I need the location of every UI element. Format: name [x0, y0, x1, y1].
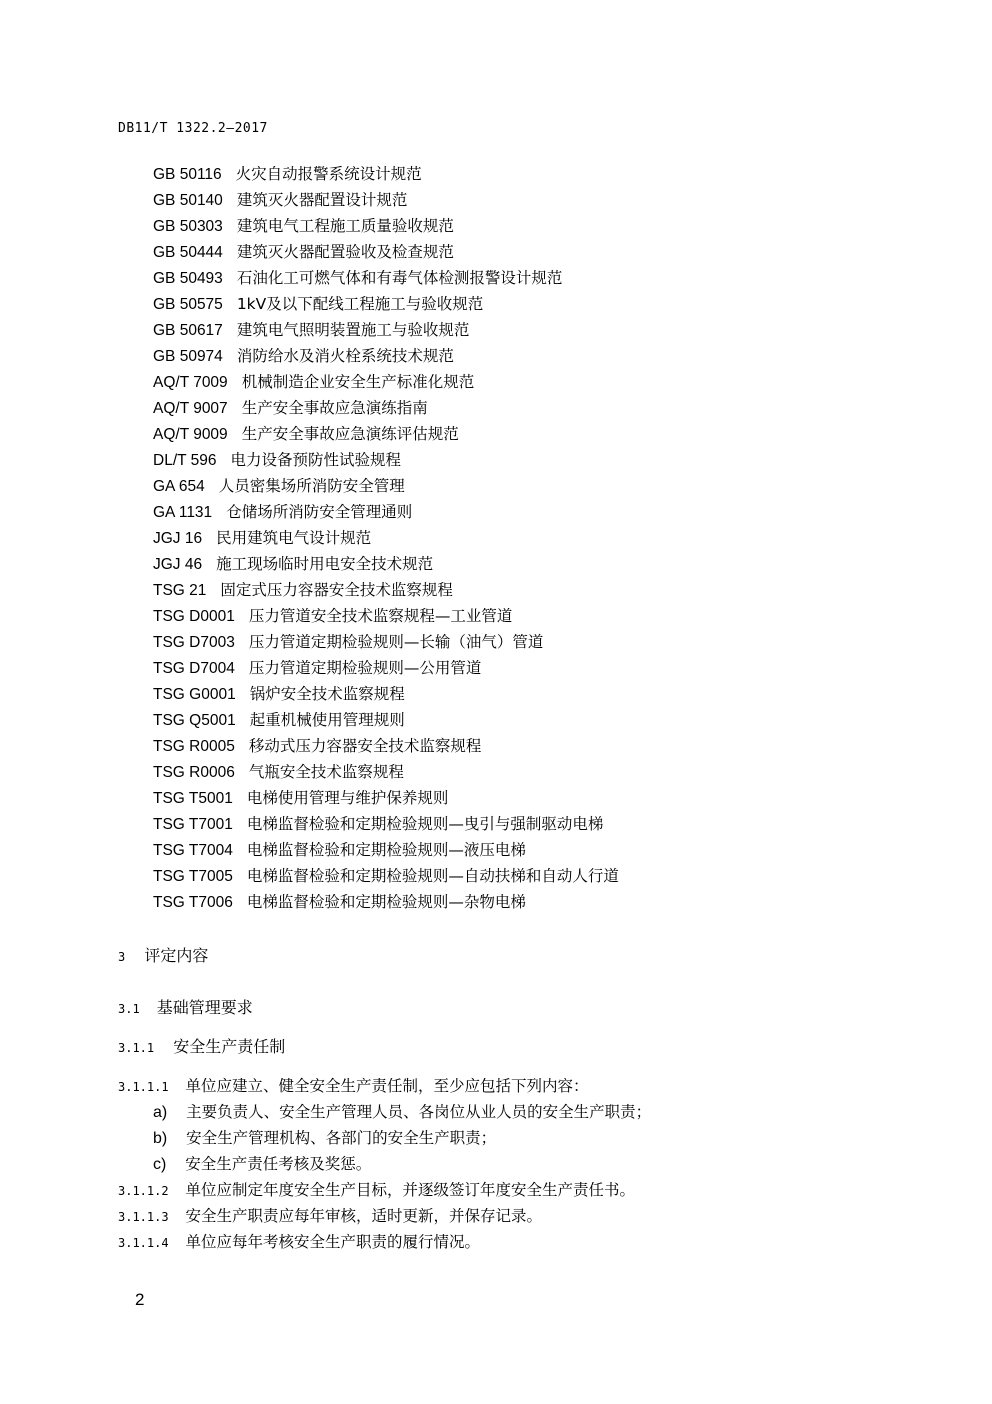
reference-item — [153, 632, 543, 653]
reference-title: 民用建筑电气设计规范 — [216, 529, 372, 547]
reference-code: TSG T5001 — [153, 790, 233, 807]
clause-3-1-1-1 — [118, 1074, 589, 1096]
reference-item — [153, 502, 412, 523]
reference-title: 建筑灭火器配置设计规范 — [236, 191, 408, 209]
reference-item — [153, 814, 603, 835]
reference-code: GB 50493 — [153, 270, 223, 287]
reference-code: JGJ 16 — [153, 530, 203, 547]
reference-title: 建筑电气工程施工质量验收规范 — [236, 217, 454, 235]
reference-item — [153, 580, 453, 601]
reference-item — [153, 658, 481, 679]
clause-number: 3.1.1.2 — [118, 1184, 169, 1198]
reference-title: 压力管道定期检验规则—长输（油气）管道 — [248, 633, 544, 651]
reference-item — [153, 372, 474, 393]
item-text: 安全生产管理机构、各部门的安全生产职责； — [186, 1129, 497, 1147]
reference-title: 电梯监督检验和定期检验规则—杂物电梯 — [246, 893, 526, 911]
reference-title: 仓储场所消防安全管理通则 — [226, 503, 413, 521]
reference-code: TSG D0001 — [153, 608, 235, 625]
reference-code: JGJ 46 — [153, 556, 203, 573]
reference-code: TSG 21 — [153, 582, 207, 599]
clause-text: 单位应制定年度安全生产目标，并逐级签订年度安全生产责任书。 — [185, 1181, 636, 1199]
reference-code: AQ/T 9009 — [153, 426, 228, 443]
reference-title: 建筑灭火器配置验收及检查规范 — [236, 243, 454, 261]
reference-item — [153, 788, 448, 809]
reference-item — [153, 424, 459, 445]
reference-item — [153, 216, 454, 237]
reference-item — [153, 710, 405, 731]
reference-item — [153, 398, 428, 419]
section-number: 3.1 — [118, 1002, 140, 1016]
section-title: 基础管理要求 — [156, 998, 253, 1017]
reference-title: 建筑电气照明装置施工与验收规范 — [236, 321, 470, 339]
item-text: 主要负责人、安全生产管理人员、各岗位从业人员的安全生产职责； — [186, 1103, 652, 1121]
reference-title: 消防给水及消火栓系统技术规范 — [236, 347, 454, 365]
reference-title: 施工现场临时用电安全技术规范 — [216, 555, 434, 573]
reference-code: TSG D7003 — [153, 634, 235, 651]
reference-code: GB 50116 — [153, 166, 222, 183]
reference-code: TSG T7001 — [153, 816, 233, 833]
reference-title: 起重机械使用管理规则 — [249, 711, 405, 729]
clause-3-1-1-2 — [118, 1178, 635, 1200]
reference-item — [153, 684, 405, 705]
reference-title: 压力管道安全技术监察规程—工业管道 — [248, 607, 513, 625]
reference-item — [153, 866, 619, 887]
reference-title: 移动式压力容器安全技术监察规程 — [248, 737, 482, 755]
list-item — [153, 1126, 496, 1148]
reference-title: 火灾自动报警系统设计规范 — [235, 165, 422, 183]
section-3-1-heading — [118, 995, 253, 1018]
clause-text: 单位应建立、健全安全生产责任制，至少应包括下列内容： — [185, 1077, 589, 1095]
item-label: a) — [153, 1104, 168, 1121]
reference-code: AQ/T 7009 — [153, 374, 228, 391]
list-item — [153, 1100, 651, 1122]
reference-item — [153, 892, 526, 913]
reference-item — [153, 528, 371, 549]
reference-code: TSG T7004 — [153, 842, 233, 859]
section-number: 3.1.1 — [118, 1041, 155, 1055]
reference-title: 电梯监督检验和定期检验规则—自动扶梯和自动人行道 — [246, 867, 619, 885]
list-item — [153, 1152, 371, 1174]
item-label: b) — [153, 1130, 168, 1147]
reference-code: GB 50303 — [153, 218, 223, 235]
reference-title: 锅炉安全技术监察规程 — [249, 685, 405, 703]
reference-title: 机械制造企业安全生产标准化规范 — [241, 373, 475, 391]
reference-code: TSG Q5001 — [153, 712, 236, 729]
reference-code: GA 1131 — [153, 504, 213, 521]
reference-code: TSG D7004 — [153, 660, 235, 677]
reference-title: 生产安全事故应急演练指南 — [241, 399, 428, 417]
reference-item — [153, 736, 481, 757]
reference-code: GB 50140 — [153, 192, 223, 209]
reference-code: GB 50575 — [153, 296, 223, 313]
section-title: 安全生产责任制 — [173, 1037, 286, 1056]
reference-code: TSG R0005 — [153, 738, 235, 755]
section-3-heading — [118, 943, 208, 966]
section-title: 评定内容 — [144, 946, 209, 965]
reference-code: GB 50617 — [153, 322, 223, 339]
clause-number: 3.1.1.4 — [118, 1236, 169, 1250]
reference-title: 固定式压力容器安全技术监察规程 — [220, 581, 453, 599]
reference-title: 电梯监督检验和定期检验规则—曳引与强制驱动电梯 — [246, 815, 604, 833]
reference-code: TSG R0006 — [153, 764, 235, 781]
reference-item — [153, 164, 422, 185]
clause-text: 安全生产职责应每年审核，适时更新，并保存记录。 — [185, 1207, 543, 1225]
section-3-1-1-heading — [118, 1034, 285, 1057]
item-label: c) — [153, 1156, 167, 1173]
reference-item — [153, 606, 512, 627]
reference-item — [153, 476, 405, 497]
reference-code: TSG T7006 — [153, 894, 233, 911]
reference-title: 电力设备预防性试验规程 — [230, 451, 401, 469]
clause-number: 3.1.1.3 — [118, 1210, 169, 1224]
reference-code: TSG T7005 — [153, 868, 233, 885]
reference-item — [153, 190, 407, 211]
page-number: 2 — [135, 1290, 145, 1309]
clause-3-1-1-3 — [118, 1204, 542, 1226]
reference-item — [153, 242, 454, 263]
item-text: 安全生产责任考核及奖惩。 — [185, 1155, 372, 1173]
reference-title: 气瓶安全技术监察规程 — [248, 763, 404, 781]
reference-code: GB 50444 — [153, 244, 223, 261]
reference-title: 人员密集场所消防安全管理 — [218, 477, 405, 495]
reference-item — [153, 762, 404, 783]
reference-code: DL/T 596 — [153, 452, 217, 469]
reference-item — [153, 554, 433, 575]
clause-text: 单位应每年考核安全生产职责的履行情况。 — [185, 1233, 481, 1251]
reference-title: 石油化工可燃气体和有毒气体检测报警设计规范 — [236, 269, 563, 287]
reference-title: 电梯监督检验和定期检验规则—液压电梯 — [246, 841, 526, 859]
clause-number: 3.1.1.1 — [118, 1080, 169, 1094]
reference-title: 电梯使用管理与维护保养规则 — [246, 789, 449, 807]
reference-item — [153, 294, 483, 315]
reference-code: GB 50974 — [153, 348, 223, 365]
reference-code: GA 654 — [153, 478, 205, 495]
document-header: DB11/T 1322.2—2017 — [118, 121, 268, 136]
reference-code: TSG G0001 — [153, 686, 236, 703]
reference-title: 生产安全事故应急演练评估规范 — [241, 425, 459, 443]
reference-item — [153, 840, 526, 861]
reference-code: AQ/T 9007 — [153, 400, 228, 417]
reference-title: 压力管道定期检验规则—公用管道 — [248, 659, 482, 677]
reference-item — [153, 320, 469, 341]
reference-item — [153, 268, 562, 289]
reference-title: 1kV及以下配线工程施工与验收规范 — [236, 295, 484, 313]
reference-item — [153, 450, 401, 471]
section-number: 3 — [118, 950, 126, 964]
clause-3-1-1-4 — [118, 1230, 480, 1252]
reference-item — [153, 346, 454, 367]
